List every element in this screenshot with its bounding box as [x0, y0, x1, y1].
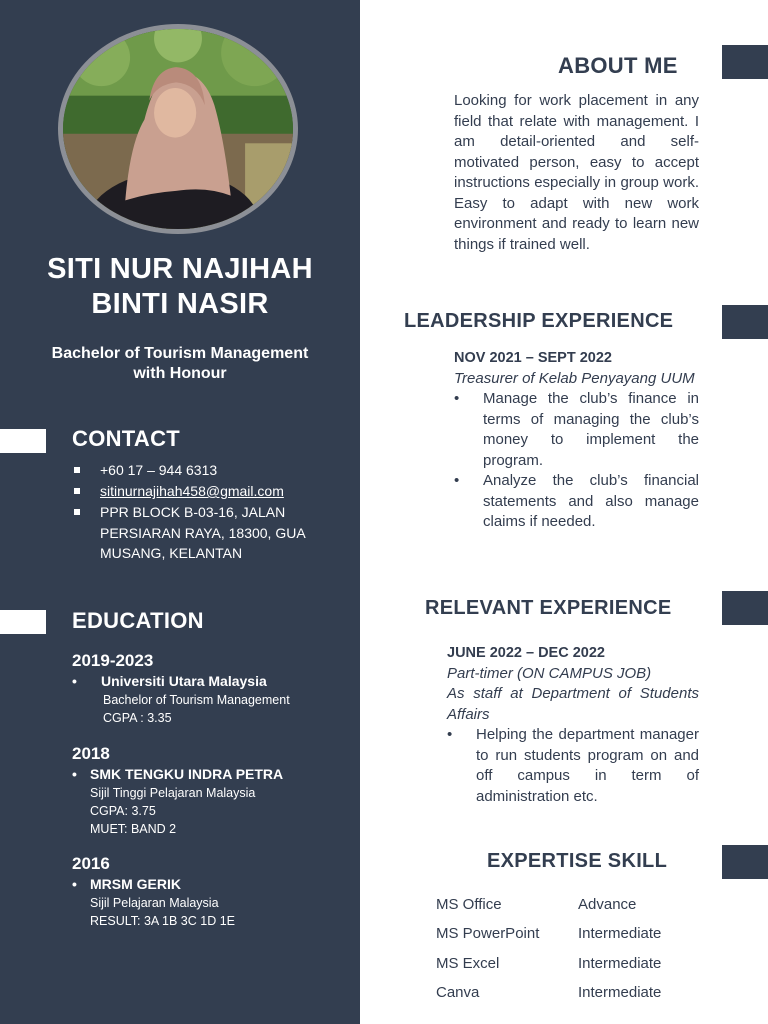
- name-line-2: BINTI NASIR: [91, 288, 269, 320]
- sidebar: [0, 0, 360, 1024]
- leadership-entry: [454, 348, 699, 533]
- education-detail: Sijil Tinggi Pelajaran Malaysia: [90, 786, 256, 800]
- degree-title: [0, 344, 360, 384]
- degree-line-2: with Honour: [133, 365, 227, 382]
- about-text: Looking for work placement in any field that relate with management. I am detail-oriented and self-motivated person, easy to accept instructions especially in group work. Easy to adapt with new work environment and ready to learn new things if trained well.: [454, 92, 699, 253]
- education-year: 2018: [72, 744, 110, 763]
- relevant-date: JUNE 2022 – DEC 2022: [447, 645, 605, 661]
- education-entry: [72, 650, 352, 727]
- address-line-1: PPR BLOCK B-03-16, JALAN: [100, 504, 286, 520]
- skills-heading: EXPERTISE SKILL: [487, 850, 668, 872]
- relevant-entry: [447, 643, 699, 807]
- relevant-role-detail: As staff at Department of Students Affairs: [447, 685, 699, 723]
- address-line-3: MUSANG, KELANTAN: [100, 545, 243, 561]
- education-detail: RESULT: 3A 1B 3C 1D 1E: [90, 914, 235, 928]
- about-heading: ABOUT ME: [558, 53, 678, 78]
- contact-heading: CONTACT: [72, 426, 181, 451]
- skill-row: [436, 923, 661, 952]
- education-year: 2019-2023: [72, 651, 154, 670]
- full-name: [0, 252, 360, 322]
- relevant-role: Part-timer (ON CAMPUS JOB): [447, 664, 652, 682]
- relevant-heading: RELEVANT EXPERIENCE: [425, 597, 672, 619]
- contact-address: [72, 502, 342, 564]
- skill-level: Intermediate: [578, 925, 662, 943]
- education-entry: [72, 853, 352, 930]
- education-detail: MUET: BAND 2: [90, 822, 177, 836]
- contact-tab-marker: [0, 429, 46, 453]
- education-entry: [72, 743, 352, 838]
- profile-photo: [58, 24, 298, 234]
- skill-row: [436, 953, 661, 982]
- education-school: • MRSM GERIK: [72, 875, 352, 894]
- relevant-bullet: • Helping the department manager to run students program on and off campus in term of administration etc.: [447, 725, 699, 807]
- education-school: • SMK TENGKU INDRA PETRA: [72, 765, 352, 784]
- skills-tab-marker: [722, 845, 768, 879]
- education-detail: CGPA : 3.35: [103, 711, 172, 725]
- skill-name: MS Excel: [436, 954, 500, 972]
- skills-table: [436, 894, 661, 1011]
- education-detail: Sijil Pelajaran Malaysia: [90, 896, 219, 910]
- leadership-bullets: [454, 389, 699, 533]
- contact-phone: +60 17 – 944 6313: [72, 460, 342, 481]
- leadership-role: Treasurer of Kelab Penyayang UUM: [454, 369, 695, 387]
- skill-name: Canva: [436, 983, 480, 1001]
- education-tab-marker: [0, 610, 46, 634]
- skill-name: MS PowerPoint: [436, 925, 540, 943]
- leadership-bullet: • Manage the club’s finance in terms of managing the club’s money to implement the program.: [454, 389, 699, 471]
- leadership-bullet: • Analyze the club’s financial statements and also manage claims if needed.: [454, 471, 699, 533]
- name-line-1: SITI NUR NAJIHAH: [47, 253, 313, 285]
- profile-photo-image: [63, 29, 293, 229]
- education-detail: Bachelor of Tourism Management: [103, 693, 290, 707]
- contact-email[interactable]: sitinurnajihah458@gmail.com: [72, 481, 342, 502]
- relevant-tab-marker: [722, 591, 768, 625]
- about-tab-marker: [722, 45, 768, 79]
- education-year: 2016: [72, 854, 110, 873]
- leadership-tab-marker: [722, 305, 768, 339]
- skill-row: [436, 982, 661, 1011]
- degree-line-1: Bachelor of Tourism Management: [51, 345, 309, 362]
- skill-level: Advance: [578, 896, 637, 913]
- relevant-bullets: [447, 725, 699, 807]
- skill-row: [436, 894, 661, 923]
- contact-list: [72, 460, 342, 564]
- skill-level: Intermediate: [578, 954, 662, 972]
- address-line-2: PERSIARAN RAYA, 18300, GUA: [100, 524, 306, 541]
- leadership-heading: LEADERSHIP EXPERIENCE: [404, 310, 674, 332]
- skill-level: Intermediate: [578, 983, 662, 1001]
- leadership-date: NOV 2021 – SEPT 2022: [454, 350, 612, 366]
- education-school: • Universiti Utara Malaysia: [72, 672, 352, 691]
- education-detail: CGPA: 3.75: [90, 804, 156, 818]
- skill-name: MS Office: [436, 896, 502, 913]
- education-heading: EDUCATION: [72, 608, 204, 633]
